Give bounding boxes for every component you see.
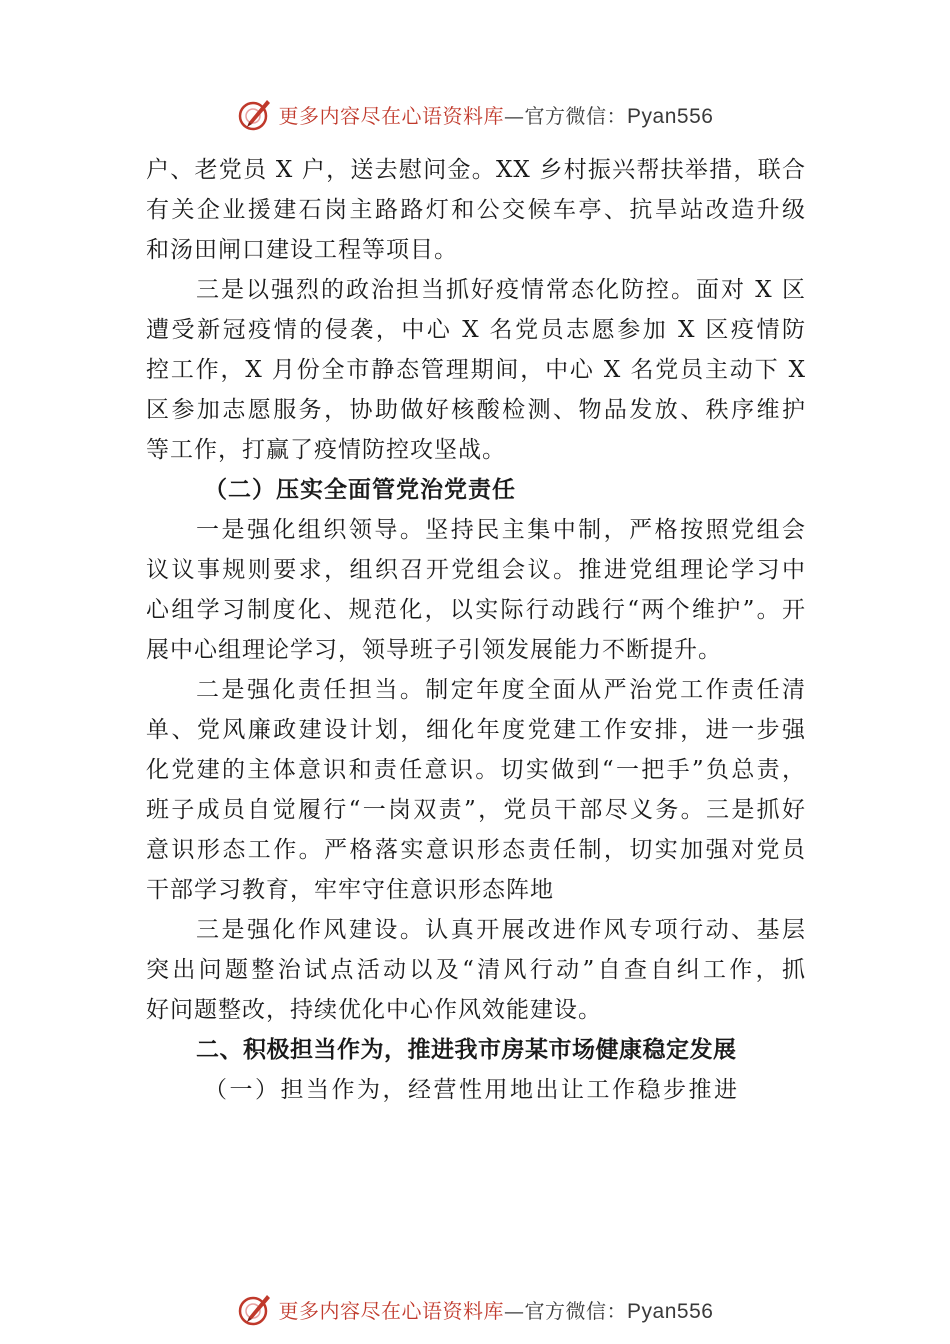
- paragraph-line: 三是强化作风建设。认真开展改进作风专项行动、基层: [196, 917, 806, 943]
- header-watermark-banner: [0, 94, 950, 134]
- paragraph-line: 区参加志愿服务，协助做好核酸检测、物品发放、秩序维护: [146, 397, 806, 423]
- paragraph-line: 展中心组理论学习，领导班子引领发展能力不断提升。: [146, 637, 722, 663]
- pen-circle-logo-icon: [237, 96, 273, 132]
- paragraph-line: 班子成员自觉履行“一岗双责”，党员干部尽义务。三是抓好: [146, 797, 806, 823]
- paragraph-line: 突出问题整治试点活动以及“清风行动”自查自纠工作，抓: [146, 957, 806, 983]
- paragraph-line: 化党建的主体意识和责任意识。切实做到“一把手”负总责，: [146, 757, 806, 783]
- paragraph-line: 户、老党员 X 户，送去慰问金。XX 乡村振兴帮扶举措，联合: [146, 157, 806, 183]
- paragraph-line: 议议事规则要求，组织召开党组会议。推进党组理论学习中: [146, 557, 806, 583]
- footer-watermark-banner: [0, 1289, 950, 1329]
- watermark-text: [279, 1295, 714, 1324]
- watermark-wechat-id: Pyan556: [627, 104, 714, 128]
- paragraph-line: 单、党风廉政建设计划，细化年度党建工作安排，进一步强: [146, 717, 806, 743]
- pen-circle-logo-icon: [237, 1291, 273, 1327]
- paragraph-line: 三是以强烈的政治担当抓好疫情常态化防控。面对 X 区: [196, 277, 806, 303]
- paragraph-line: 遭受新冠疫情的侵袭，中心 X 名党员志愿参加 X 区疫情防: [146, 317, 806, 343]
- section-heading: 二、积极担当作为，推进我市房某市场健康稳定发展: [196, 1037, 737, 1063]
- paragraph-line: 控工作，X 月份全市静态管理期间，中心 X 名党员主动下 X: [146, 357, 806, 383]
- document-body: [146, 150, 806, 1110]
- paragraph-line: 有关企业援建石岗主路路灯和公交候车亭、抗旱站改造升级: [146, 197, 806, 223]
- paragraph-line: 好问题整改，持续优化中心作风效能建设。: [146, 997, 602, 1023]
- paragraph-line: 等工作，打赢了疫情防控攻坚战。: [146, 437, 506, 463]
- section-subheading: （二）压实全面管党治党责任: [204, 476, 516, 503]
- paragraph-line: 干部学习教育，牢牢守住意识形态阵地: [146, 877, 554, 903]
- paragraph-line: 二是强化责任担当。制定年度全面从严治党工作责任清: [196, 677, 806, 703]
- watermark-wechat-id: Pyan556: [627, 1299, 714, 1323]
- section-subheading: （一）担当作为，经营性用地出让工作稳步推进: [204, 1077, 740, 1103]
- paragraph-line: 心组学习制度化、规范化，以实际行动践行“两个维护”。开: [146, 597, 806, 623]
- watermark-text: [279, 100, 714, 129]
- watermark-dash-text: —官方微信：: [504, 103, 628, 128]
- watermark-red-text: 更多内容尽在心语资料库: [278, 1298, 505, 1323]
- watermark-red-text: 更多内容尽在心语资料库: [278, 103, 505, 128]
- paragraph-line: 一是强化组织领导。坚持民主集中制，严格按照党组会: [196, 517, 806, 543]
- watermark-dash-text: —官方微信：: [504, 1298, 628, 1323]
- paragraph-line: 意识形态工作。严格落实意识形态责任制，切实加强对党员: [146, 837, 806, 863]
- paragraph-line: 和汤田闸口建设工程等项目。: [146, 237, 458, 263]
